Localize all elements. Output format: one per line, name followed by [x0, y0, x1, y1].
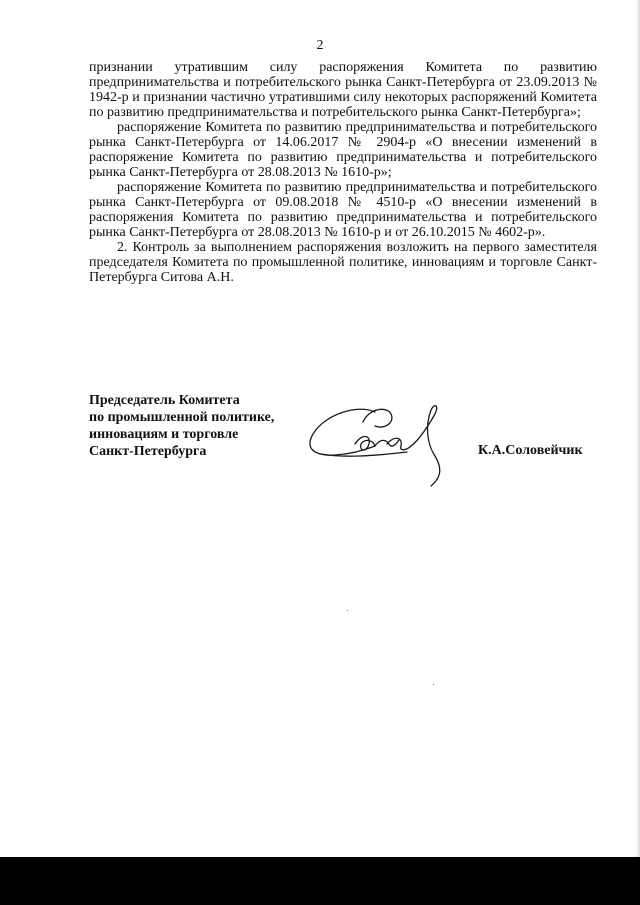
page-number: 2 [316, 38, 324, 53]
document-body [89, 60, 597, 285]
paragraph-order-2017: распоряжение Комитета по развитию предпринимательства и потребительского рынка Санкт-Петербурга от 14.06.2017 № 2904-р «О внесении изменений в распоряжение Комитета по развитию предпринимательства и потребительского рынка Санкт-Петербурга от 28.08.2013 № 1610-р»; [89, 120, 597, 180]
signatory-title-line: Председатель Комитета [89, 393, 240, 408]
paragraph-order-2018: распоряжение Комитета по развитию предпринимательства и потребительского рынка Санкт-Петербурга от 09.08.2018 № 4510-р «О внесении изменений в распоряжения Комитета по развитию предпринимательства и потребительского рынка Санкт-Петербурга от 28.08.2013 № 1610-р и от 26.10.2015 № 4602-р». [89, 180, 597, 240]
signatory-title-line: по промышленной политике, [89, 410, 275, 425]
signatory-name: К.А.Соловейчик [478, 443, 583, 458]
scan-bottom-border [0, 857, 640, 905]
scan-edge-shadow [636, 0, 640, 857]
paragraph-continuation: признании утратившим силу распоряжения Комитета по развитию предпринимательства и потребительского рынка Санкт-Петербурга от 23.09.2013 № 1942-р и признании частично утратившими силу некоторых распоряжений Комитета по развитию предпринимательства и потребительского рынка Санкт-Петербурга»; [89, 60, 597, 120]
signatory-title [89, 392, 319, 460]
scan-speck [433, 684, 434, 685]
scan-speck [347, 610, 348, 611]
paragraph-control-clause: 2. Контроль за выполнением распоряжения возложить на первого заместителя председателя Комитета по промышленной политике, инновациям и торговле Санкт-Петербурга Ситова А.Н. [89, 240, 597, 285]
signatory-title-line: инновациям и торговле [89, 427, 239, 442]
signatory-title-line: Санкт-Петербурга [89, 444, 207, 459]
handwritten-signature [303, 400, 478, 490]
